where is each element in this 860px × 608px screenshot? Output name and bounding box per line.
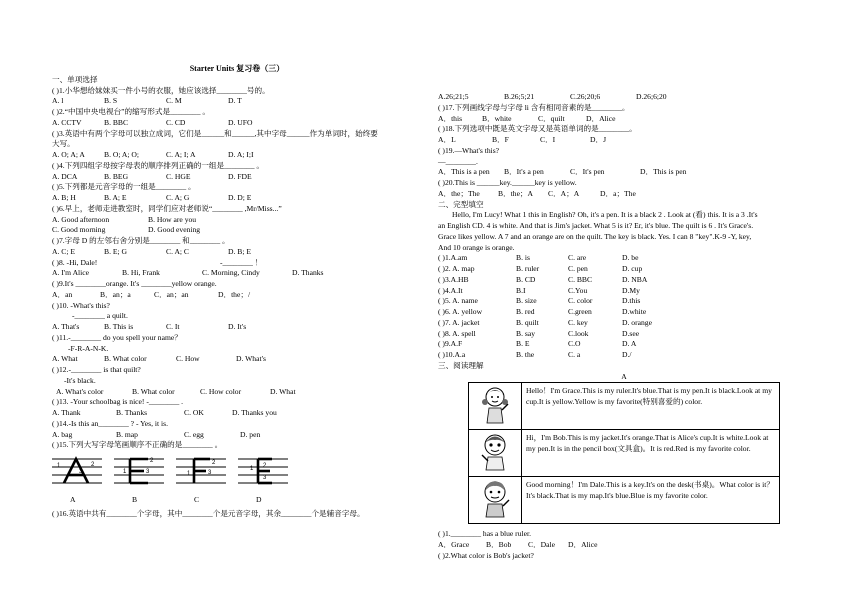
options-5: A. B; H B. A; E C. A; G D. D; E [52, 193, 252, 202]
right-column [438, 92, 810, 562]
reading-options-1: A．Grace B．Bob C．Dale D．Alice [438, 540, 598, 549]
question-11: ( )11.-________ do you spell your name？ [52, 332, 182, 342]
options-3: A. O; A; A B. O; A; O; C. A; I; A D. A; I;I [52, 150, 254, 159]
svg-text:3: 3 [263, 475, 267, 481]
options-16: A.26;21;5 B.26;5;21 C.26;20;6 D.26;6;20 [438, 92, 667, 101]
question-19: ( )19.—What's this? [438, 145, 500, 155]
svg-text:1: 1 [57, 463, 61, 469]
svg-text:3: 3 [208, 470, 212, 476]
cloze-option-row: ( )3.A.HB B. CD C. BBC D. NBA [438, 274, 648, 284]
cloze-option-row: ( )10.A.a B. the C. a D./ [438, 350, 632, 359]
options-13: A. Thank B. Thanks C. OK D. Thanks you [52, 408, 277, 417]
section-heading: 一、单项选择 [52, 74, 98, 84]
handwriting-figures [52, 453, 422, 495]
reading-question-1: ( )1.________ has a blue ruler. [438, 529, 532, 539]
options-2: A. CCTV B. BBC C. CD D. UFO [52, 117, 253, 127]
cloze-option-row: ( )1.A.am B. is C. are D. be [438, 253, 639, 263]
svg-text:1: 1 [123, 469, 127, 475]
question-20: ( )20.This is ______key.______key is yellow. [438, 178, 577, 187]
question-11-reply: -F-R-A-N-K. [68, 343, 109, 353]
options-12: A. What's color B. What color C. How color D. What [56, 386, 296, 396]
boy-portrait-icon [469, 430, 522, 477]
options-7: A. C; E B. E; G C. A; C D. B; E [52, 246, 251, 256]
svg-text:2: 2 [212, 460, 216, 466]
svg-text:1: 1 [250, 466, 254, 472]
handwriting-e2-figure [238, 453, 300, 493]
reading-row [469, 477, 780, 524]
options-11: A. What B. What color C. How D. What's [52, 354, 266, 364]
svg-text:3: 3 [79, 469, 83, 475]
reading-text-bob: Hi，I'm Bob.This is my jacket.It's orange.That is Alice's cup.It is white.Look at my pen.It is in the pencil box(文具盒)。It is red.Red is my favorite color. [522, 430, 780, 477]
svg-text:2: 2 [150, 458, 154, 464]
question-15: ( )15.下列大写字母笔画顺序不正确的是________ 。 [52, 440, 223, 450]
reading-question-2: ( )2.What color is Bob's jacket? [438, 550, 534, 560]
reading-row [469, 430, 780, 477]
svg-text:2: 2 [91, 462, 95, 468]
question-19-reply: —________. [438, 156, 478, 166]
options-10: A. That's B. This is C. It D. It's [52, 322, 247, 331]
section-heading-cloze: 二、完型填空 [438, 199, 484, 209]
question-6: ( )6.早上，老师走进教室时，同学们应对老师说“________ ,Mr/Miss...” [52, 203, 282, 213]
question-3: ( )3.英语中有两个字母可以独立成词，它们是______和______,其中字母______作为单词时，始终要 [52, 128, 378, 138]
question-12-reply: -It's black. [64, 375, 96, 385]
options-17: A．this B．white C．quilt D．Alice [438, 113, 616, 123]
handwriting-f-figure [176, 453, 238, 493]
question-13: ( )13. -Your schoolbag is nice! -________ . [52, 397, 184, 407]
options-14: A. bag B. map C. egg D. pen [52, 429, 261, 439]
question-3-cont: 大写。 [52, 139, 75, 149]
svg-text:1: 1 [187, 471, 191, 477]
question-12: ( )12.-________ is that quilt? [52, 365, 141, 374]
girl-portrait-icon [469, 383, 522, 430]
cloze-line-3: Grace likes yellow. A 7 and an orange are on the quilt. The key is black. Yes. I can 8 "key".K-9 -Y, key, [438, 231, 752, 241]
question-18: ( )18.下列选项中既是英文字母又是英语单词的是________。 [438, 124, 637, 134]
reading-row [469, 383, 780, 430]
options-19: A．This is a pen B．It's a pen C．It's pen D．This is pen [438, 167, 687, 177]
options-1: A. l B. S C. M D. T [52, 96, 242, 106]
cloze-option-row: ( )6. A. yellow B. red C.green D.white [438, 307, 647, 316]
options-9: A．an B．an；a C．an；an D．the；/ [52, 289, 251, 299]
cloze-option-row: ( )4.A.It B.I C.You D.My [438, 285, 640, 295]
svg-text:3: 3 [146, 469, 150, 475]
options-8: A. I'm Alice B. Hi, Frank C. Morning, Cindy D. Thanks [52, 268, 324, 278]
cloze-option-row: ( )5. A. name B. size C. color D.this [438, 296, 641, 306]
cloze-option-row: ( )9.A.F B. E C.O D. A [438, 339, 637, 349]
question-8: ( )8. -Hi, Dale! -________ ！ [52, 257, 263, 267]
question-10-reply: -________ a quilt. [72, 311, 128, 321]
boy-portrait-icon-2 [469, 477, 522, 524]
passage-label: A [621, 371, 627, 381]
question-5: ( )5.下列都是元音字母的一组是________ 。 [52, 182, 196, 192]
cloze-option-row: ( )7. A. jacket B. quilt C. key D. orange [438, 317, 652, 327]
question-17: ( )17.下列画线字母与字母 li 含有相同音素的是________。 [438, 102, 630, 112]
reading-text-grace: Hello！I'm Grace.This is my ruler.It's blue.That is my pen.It is black.Look at my cup.It is yellow.Yellow is my favorite(特别喜爱的) color. [522, 383, 780, 430]
cloze-option-row: ( )2. A. map B. ruler C. pen D. cup [438, 264, 643, 273]
cloze-line-4: And 10 orange is orange. [438, 242, 515, 252]
question-14: ( )14.-Is this an________ ? - Yes, it is. [52, 418, 169, 428]
question-1: ( )1.小华想给妹妹买一件小号的衣服，她应该选择________号的。 [52, 85, 270, 95]
cloze-line-2: an English CD. 4 is white. And that is Jim's jacket. What 5 is it? Er, it's blue. The quilt is 6 . It's Grace's. [438, 221, 754, 230]
page-title: Starter Units 复习卷（三） [189, 64, 285, 73]
options-15: A B C D [70, 495, 262, 504]
options-20: A．the；The B．the；A C．A；A D．a；The [438, 188, 636, 198]
options-6a: A. Good afternoon B. How are you [52, 214, 197, 224]
question-4: ( )4.下列四组字母按字母表的顺序排列正确的一组是________ 。 [52, 160, 264, 170]
cloze-line-1: Hello, I'm Lucy! What 1 this in English? Oh, it's a pen. It is a black 2 . Look at (看) this. It is a 3 .It's [452, 210, 758, 220]
reading-text-dale: Good morning！I'm Dale.This is a key.It's on the desk(书桌)。What color is it？It's black.That is my map.It's blue.Blue is my favorite color. [522, 477, 780, 524]
left-column [52, 64, 422, 520]
handwriting-a-figure [52, 453, 114, 493]
section-heading-reading: 三、阅读理解 [438, 360, 484, 370]
reading-table [468, 382, 780, 524]
cloze-option-row: ( )8. A. spell B. say C.look D.see [438, 328, 640, 338]
svg-text:2: 2 [263, 463, 267, 469]
options-6b: C. Good morning D. Good evening [52, 225, 201, 235]
options-18: A．L B．F C．I D．J [438, 135, 607, 144]
question-2: ( )2.“中国中央电视台”的缩写形式是________ 。 [52, 107, 210, 116]
question-9: ( )9.It's ________orange. It's ________yellow orange. [52, 279, 217, 288]
cloze-options [438, 253, 810, 361]
options-4: A. DCA B. BEG C. HGE D. FDE [52, 171, 252, 181]
question-16: ( )16.英语中共有________个字母，其中________个是元音字母，其余________个是辅音字母。 [52, 508, 365, 518]
handwriting-e-figure [114, 453, 176, 493]
question-7: ( )7.字母 D 的左邻右舍分别是________ 和________ 。 [52, 236, 230, 245]
question-10: ( )10. -What's this? [52, 300, 110, 310]
